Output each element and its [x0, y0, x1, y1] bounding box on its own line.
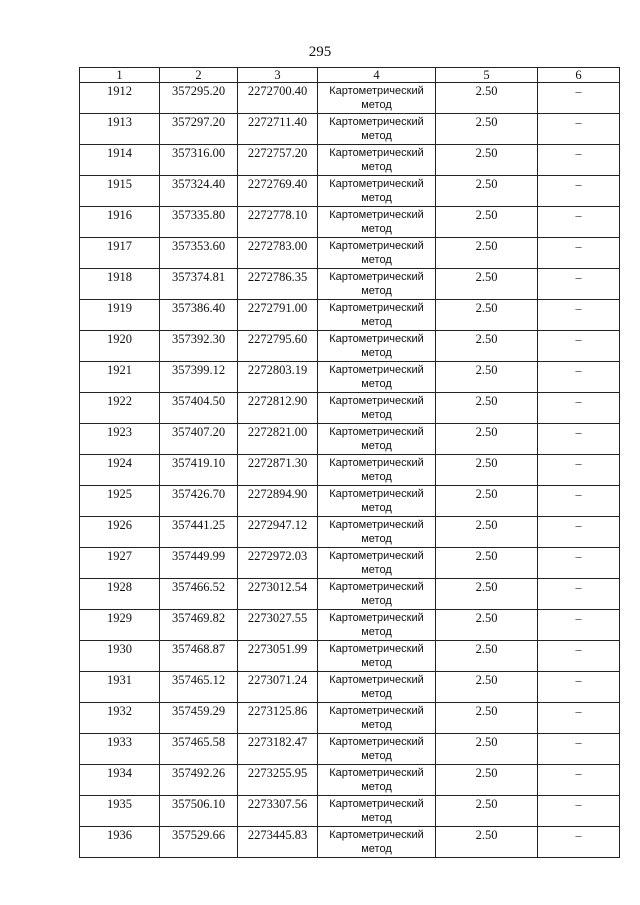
- method-cell: Картометрический метод: [318, 703, 436, 734]
- table-row: [80, 734, 620, 765]
- x-coordinate-cell: 357426.70: [160, 486, 238, 517]
- coordinates-table: [79, 67, 620, 858]
- precision-cell: 2.50: [436, 517, 538, 548]
- y-coordinate-cell: 2273182.47: [238, 734, 318, 765]
- y-coordinate-cell: 2272821.00: [238, 424, 318, 455]
- header-col-4: 4: [318, 68, 436, 83]
- method-cell: Картометрический метод: [318, 176, 436, 207]
- point-number-cell: 1918: [80, 269, 160, 300]
- point-number-cell: 1936: [80, 827, 160, 858]
- x-coordinate-cell: 357465.12: [160, 672, 238, 703]
- x-coordinate-cell: 357492.26: [160, 765, 238, 796]
- x-coordinate-cell: 357459.29: [160, 703, 238, 734]
- y-coordinate-cell: 2272791.00: [238, 300, 318, 331]
- y-coordinate-cell: 2272700.40: [238, 83, 318, 114]
- precision-cell: 2.50: [436, 455, 538, 486]
- y-coordinate-cell: 2272812.90: [238, 393, 318, 424]
- table-row: [80, 238, 620, 269]
- precision-cell: 2.50: [436, 641, 538, 672]
- x-coordinate-cell: 357335.80: [160, 207, 238, 238]
- note-cell: –: [538, 269, 620, 300]
- y-coordinate-cell: 2272795.60: [238, 331, 318, 362]
- method-cell: Картометрический метод: [318, 207, 436, 238]
- table-body: [80, 83, 620, 858]
- point-number-cell: 1923: [80, 424, 160, 455]
- precision-cell: 2.50: [436, 703, 538, 734]
- table-row: [80, 114, 620, 145]
- x-coordinate-cell: 357374.81: [160, 269, 238, 300]
- point-number-cell: 1921: [80, 362, 160, 393]
- x-coordinate-cell: 357399.12: [160, 362, 238, 393]
- precision-cell: 2.50: [436, 176, 538, 207]
- method-cell: Картометрический метод: [318, 796, 436, 827]
- note-cell: –: [538, 300, 620, 331]
- table-row: [80, 331, 620, 362]
- x-coordinate-cell: 357324.40: [160, 176, 238, 207]
- precision-cell: 2.50: [436, 238, 538, 269]
- table-row: [80, 300, 620, 331]
- note-cell: –: [538, 796, 620, 827]
- table-row: [80, 393, 620, 424]
- method-cell: Картометрический метод: [318, 548, 436, 579]
- x-coordinate-cell: 357404.50: [160, 393, 238, 424]
- header-col-3: 3: [238, 68, 318, 83]
- y-coordinate-cell: 2273445.83: [238, 827, 318, 858]
- table-header: [80, 68, 620, 83]
- note-cell: –: [538, 703, 620, 734]
- note-cell: –: [538, 424, 620, 455]
- method-cell: Картометрический метод: [318, 672, 436, 703]
- precision-cell: 2.50: [436, 362, 538, 393]
- y-coordinate-cell: 2273307.56: [238, 796, 318, 827]
- y-coordinate-cell: 2272786.35: [238, 269, 318, 300]
- precision-cell: 2.50: [436, 548, 538, 579]
- point-number-cell: 1929: [80, 610, 160, 641]
- note-cell: –: [538, 579, 620, 610]
- precision-cell: 2.50: [436, 765, 538, 796]
- note-cell: –: [538, 765, 620, 796]
- y-coordinate-cell: 2272711.40: [238, 114, 318, 145]
- table-row: [80, 796, 620, 827]
- method-cell: Картометрический метод: [318, 734, 436, 765]
- note-cell: –: [538, 486, 620, 517]
- y-coordinate-cell: 2273027.55: [238, 610, 318, 641]
- y-coordinate-cell: 2272769.40: [238, 176, 318, 207]
- method-cell: Картометрический метод: [318, 114, 436, 145]
- note-cell: –: [538, 827, 620, 858]
- method-cell: Картометрический метод: [318, 424, 436, 455]
- note-cell: –: [538, 641, 620, 672]
- table-row: [80, 145, 620, 176]
- method-cell: Картометрический метод: [318, 827, 436, 858]
- note-cell: –: [538, 207, 620, 238]
- header-col-6: 6: [538, 68, 620, 83]
- method-cell: Картометрический метод: [318, 145, 436, 176]
- precision-cell: 2.50: [436, 579, 538, 610]
- y-coordinate-cell: 2272783.00: [238, 238, 318, 269]
- y-coordinate-cell: 2272894.90: [238, 486, 318, 517]
- method-cell: Картометрический метод: [318, 641, 436, 672]
- x-coordinate-cell: 357469.82: [160, 610, 238, 641]
- y-coordinate-cell: 2273012.54: [238, 579, 318, 610]
- precision-cell: 2.50: [436, 796, 538, 827]
- note-cell: –: [538, 610, 620, 641]
- point-number-cell: 1934: [80, 765, 160, 796]
- precision-cell: 2.50: [436, 83, 538, 114]
- x-coordinate-cell: 357468.87: [160, 641, 238, 672]
- point-number-cell: 1932: [80, 703, 160, 734]
- x-coordinate-cell: 357316.00: [160, 145, 238, 176]
- precision-cell: 2.50: [436, 672, 538, 703]
- method-cell: Картометрический метод: [318, 393, 436, 424]
- point-number-cell: 1931: [80, 672, 160, 703]
- note-cell: –: [538, 734, 620, 765]
- x-coordinate-cell: 357506.10: [160, 796, 238, 827]
- y-coordinate-cell: 2272972.03: [238, 548, 318, 579]
- table-row: [80, 610, 620, 641]
- note-cell: –: [538, 145, 620, 176]
- precision-cell: 2.50: [436, 393, 538, 424]
- y-coordinate-cell: 2273051.99: [238, 641, 318, 672]
- precision-cell: 2.50: [436, 610, 538, 641]
- precision-cell: 2.50: [436, 300, 538, 331]
- x-coordinate-cell: 357441.25: [160, 517, 238, 548]
- method-cell: Картометрический метод: [318, 579, 436, 610]
- point-number-cell: 1915: [80, 176, 160, 207]
- note-cell: –: [538, 176, 620, 207]
- method-cell: Картометрический метод: [318, 455, 436, 486]
- point-number-cell: 1924: [80, 455, 160, 486]
- table-row: [80, 207, 620, 238]
- x-coordinate-cell: 357419.10: [160, 455, 238, 486]
- table-row: [80, 548, 620, 579]
- y-coordinate-cell: 2273125.86: [238, 703, 318, 734]
- note-cell: –: [538, 548, 620, 579]
- table-row: [80, 362, 620, 393]
- table-row: [80, 517, 620, 548]
- table-row: [80, 579, 620, 610]
- header-col-5: 5: [436, 68, 538, 83]
- point-number-cell: 1917: [80, 238, 160, 269]
- table-row: [80, 424, 620, 455]
- point-number-cell: 1913: [80, 114, 160, 145]
- method-cell: Картометрический метод: [318, 765, 436, 796]
- x-coordinate-cell: 357295.20: [160, 83, 238, 114]
- precision-cell: 2.50: [436, 114, 538, 145]
- point-number-cell: 1927: [80, 548, 160, 579]
- y-coordinate-cell: 2273071.24: [238, 672, 318, 703]
- table-row: [80, 827, 620, 858]
- note-cell: –: [538, 362, 620, 393]
- x-coordinate-cell: 357465.58: [160, 734, 238, 765]
- y-coordinate-cell: 2272947.12: [238, 517, 318, 548]
- method-cell: Картометрический метод: [318, 331, 436, 362]
- point-number-cell: 1930: [80, 641, 160, 672]
- point-number-cell: 1922: [80, 393, 160, 424]
- method-cell: Картометрический метод: [318, 610, 436, 641]
- y-coordinate-cell: 2272871.30: [238, 455, 318, 486]
- table-row: [80, 703, 620, 734]
- point-number-cell: 1919: [80, 300, 160, 331]
- note-cell: –: [538, 455, 620, 486]
- table-row: [80, 83, 620, 114]
- table-row: [80, 486, 620, 517]
- note-cell: –: [538, 83, 620, 114]
- x-coordinate-cell: 357466.52: [160, 579, 238, 610]
- precision-cell: 2.50: [436, 145, 538, 176]
- x-coordinate-cell: 357353.60: [160, 238, 238, 269]
- note-cell: –: [538, 331, 620, 362]
- note-cell: –: [538, 114, 620, 145]
- precision-cell: 2.50: [436, 486, 538, 517]
- y-coordinate-cell: 2272803.19: [238, 362, 318, 393]
- x-coordinate-cell: 357392.30: [160, 331, 238, 362]
- precision-cell: 2.50: [436, 331, 538, 362]
- method-cell: Картометрический метод: [318, 486, 436, 517]
- point-number-cell: 1935: [80, 796, 160, 827]
- y-coordinate-cell: 2272757.20: [238, 145, 318, 176]
- method-cell: Картометрический метод: [318, 238, 436, 269]
- precision-cell: 2.50: [436, 424, 538, 455]
- x-coordinate-cell: 357407.20: [160, 424, 238, 455]
- x-coordinate-cell: 357529.66: [160, 827, 238, 858]
- header-col-2: 2: [160, 68, 238, 83]
- method-cell: Картометрический метод: [318, 362, 436, 393]
- table-row: [80, 672, 620, 703]
- precision-cell: 2.50: [436, 269, 538, 300]
- x-coordinate-cell: 357297.20: [160, 114, 238, 145]
- method-cell: Картометрический метод: [318, 517, 436, 548]
- point-number-cell: 1925: [80, 486, 160, 517]
- y-coordinate-cell: 2272778.10: [238, 207, 318, 238]
- precision-cell: 2.50: [436, 827, 538, 858]
- point-number-cell: 1914: [80, 145, 160, 176]
- note-cell: –: [538, 517, 620, 548]
- precision-cell: 2.50: [436, 734, 538, 765]
- table-row: [80, 176, 620, 207]
- point-number-cell: 1928: [80, 579, 160, 610]
- x-coordinate-cell: 357386.40: [160, 300, 238, 331]
- note-cell: –: [538, 672, 620, 703]
- method-cell: Картометрический метод: [318, 269, 436, 300]
- header-col-1: 1: [80, 68, 160, 83]
- table-row: [80, 765, 620, 796]
- y-coordinate-cell: 2273255.95: [238, 765, 318, 796]
- point-number-cell: 1933: [80, 734, 160, 765]
- note-cell: –: [538, 238, 620, 269]
- table-row: [80, 641, 620, 672]
- table-row: [80, 455, 620, 486]
- table-row: [80, 269, 620, 300]
- point-number-cell: 1916: [80, 207, 160, 238]
- precision-cell: 2.50: [436, 207, 538, 238]
- page-number: 295: [308, 44, 332, 60]
- method-cell: Картометрический метод: [318, 300, 436, 331]
- method-cell: Картометрический метод: [318, 83, 436, 114]
- x-coordinate-cell: 357449.99: [160, 548, 238, 579]
- point-number-cell: 1912: [80, 83, 160, 114]
- point-number-cell: 1926: [80, 517, 160, 548]
- header-row: [80, 68, 620, 83]
- point-number-cell: 1920: [80, 331, 160, 362]
- note-cell: –: [538, 393, 620, 424]
